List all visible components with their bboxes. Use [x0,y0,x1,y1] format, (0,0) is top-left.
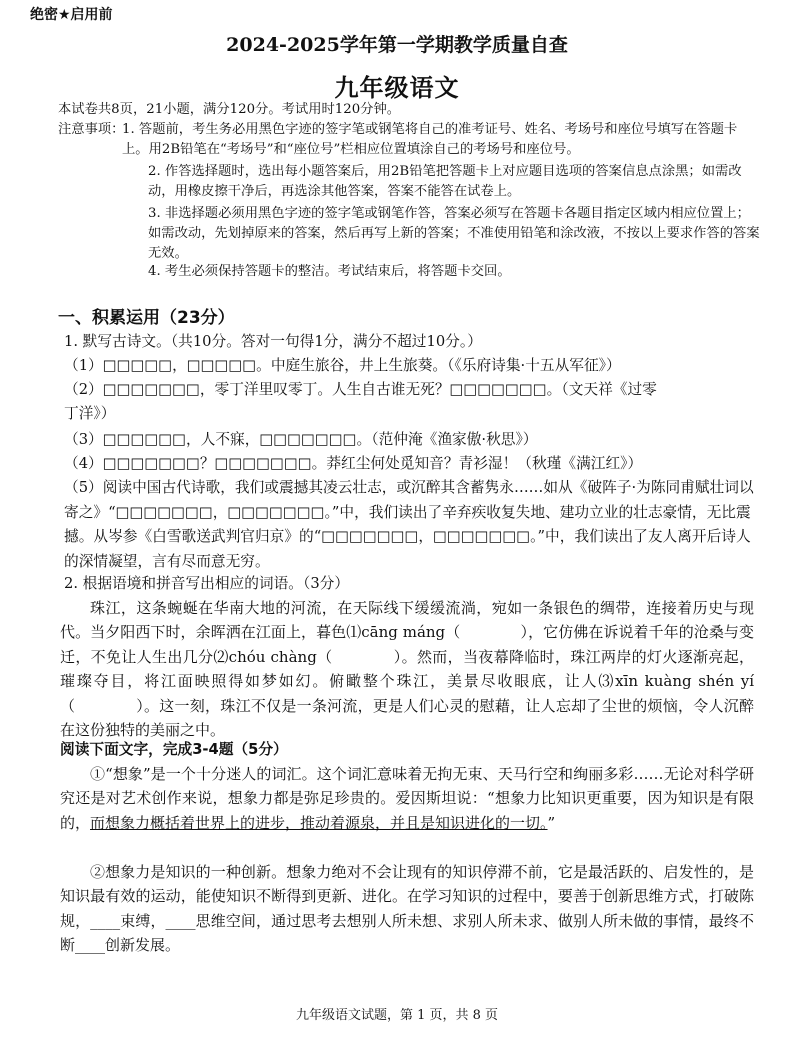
q2-stem: 2. 根据语境和拼音写出相应的词语。（3分） [64,575,350,592]
q1-part-5: （5）阅读中国古代诗歌，我们或震撼其凌云壮志，或沉醉其含蓄隽永……如从《破阵子·为陈同甫赋壮词以寄之》“□□□□□□□，□□□□□□□。”中，我们读出了辛弃疾收复失地、建功立业的壮志豪情，无比震撼。从岑参《白雪歌送武判官归京》的“□□□□□□□，□□□□□□□。”中，我们读出了友人离开后诗人的深情凝望，言有尽而意无穷。 [64,479,754,570]
para1-underlined-quote: 而想象力概括着世界上的进步，推动着源泉，并且是知识进化的一切。 [90,813,548,832]
reading-paragraph-1 [60,762,754,835]
para1-end: ” [547,813,556,832]
section-1-title: 一、积累运用（23分） [58,308,235,328]
exam-info: 本试卷共8页，21小题，满分120分。考试用时120分钟。 [58,102,401,117]
note-item-4: 4. 考生必须保持答题卡的整洁。考试结束后，将答题卡交回。 [148,264,511,279]
confidential-label: 绝密★启用前 [30,7,113,23]
page-footer: 九年级语文试题，第 1 页，共 8 页 [295,1008,499,1023]
q1-part-1: （1）□□□□□，□□□□□。中庭生旅谷，井上生旅葵。（《乐府诗集·十五从军征》） [64,357,621,374]
note-item-3: 3. 非选择题必须用黑色字迹的签字笔或钢笔作答，答案必须写在答题卡各题目指定区域内相应位置上；如需改动，先划掉原来的答案，然后再写上新的答案；不准使用铅笔和涂改液，不按以上要求作答的答案无效。 [148,206,760,261]
note-item-1: 1. 答题前，考生务必用黑色字迹的签字笔或钢笔将自己的准考证号、姓名、考场号和座位号填写在答题卡上。用2B铅笔在“考场号”和“座位号”栏相应位置填涂自己的考场号和座位号。 [122,122,738,157]
q1-part-2a: （2）□□□□□□□，零丁洋里叹零丁。人生自古谁无死？□□□□□□□。（文天祥《过零 [64,381,657,398]
q1-stem: 1. 默写古诗文。（共10分。答对一句得1分，满分不超过10分。） [64,333,482,350]
exam-title: 2024-2025学年第一学期教学质量自查 [226,34,568,56]
q2-passage: 珠江，这条蜿蜒在华南大地的河流，在天际线下缓缓流淌，宛如一条银色的绸带，连接着历史与现代。当夕阳西下时，余晖洒在江面上，暮色⑴cāng máng（ ），它仿佛在诉说着千年的沧桑与变迁，不免让人生出几分⑵chóu chàng（ ）。然而，当夜幕降临时，珠江两岸的灯火逐渐亮起，璀璨夺目，将江面映照得如梦如幻。俯瞰整个珠江，美景尽收眼底，让人⑶xīn kuàng shén yí（ ）。这一刻，珠江不仅是一条河流，更是人们心灵的慰藉，让人忘却了尘世的烦恼，令人沉醉在这份独特的美丽之中。 [60,599,754,740]
q1-part-4: （4）□□□□□□□？□□□□□□□。莽红尘何处觅知音？青衫湿！（秋瑾《满江红》） [64,455,643,472]
note-item-2: 2. 作答选择题时，选出每小题答案后，用2B铅笔把答题卡上对应题目选项的答案信息点涂黑；如需改动，用橡皮擦干净后，再选涂其他答案，答案不能答在试卷上。 [148,164,742,199]
reading-title: 阅读下面文字，完成3-4题（5分） [60,741,288,758]
q1-part-3: （3）□□□□□□，人不寐，□□□□□□□。（范仲淹《渔家傲·秋思》） [64,431,538,448]
subject-title: 九年级语文 [334,73,460,102]
reading-paragraph-2: ②想象力是知识的一种创新。想象力绝对不会让现有的知识停滞不前，它是最活跃的、启发性的，是知识最有效的运动，能使知识不断得到更新、进化。在学习知识的过程中，要善于创新思维方式，打破陈规，____束缚，____思维空间，通过思考去想别人所未想、求别人所未求、做别人所未做的事情，最终不断____创新发展。 [60,863,754,955]
q1-part-2b: 丁洋》） [64,405,116,422]
para1-start: ①“想象”是一个十分迷人的词汇。这个词汇意味着无拘无束、天马行空和绚丽多彩……无论对科学研究还是对艺术创作来说，想象力都是弥足珍贵的。爱因斯坦说：“想象力比知识更重要，因为知识是有限的， [60,765,754,832]
notes-label: 注意事项： [58,122,125,137]
